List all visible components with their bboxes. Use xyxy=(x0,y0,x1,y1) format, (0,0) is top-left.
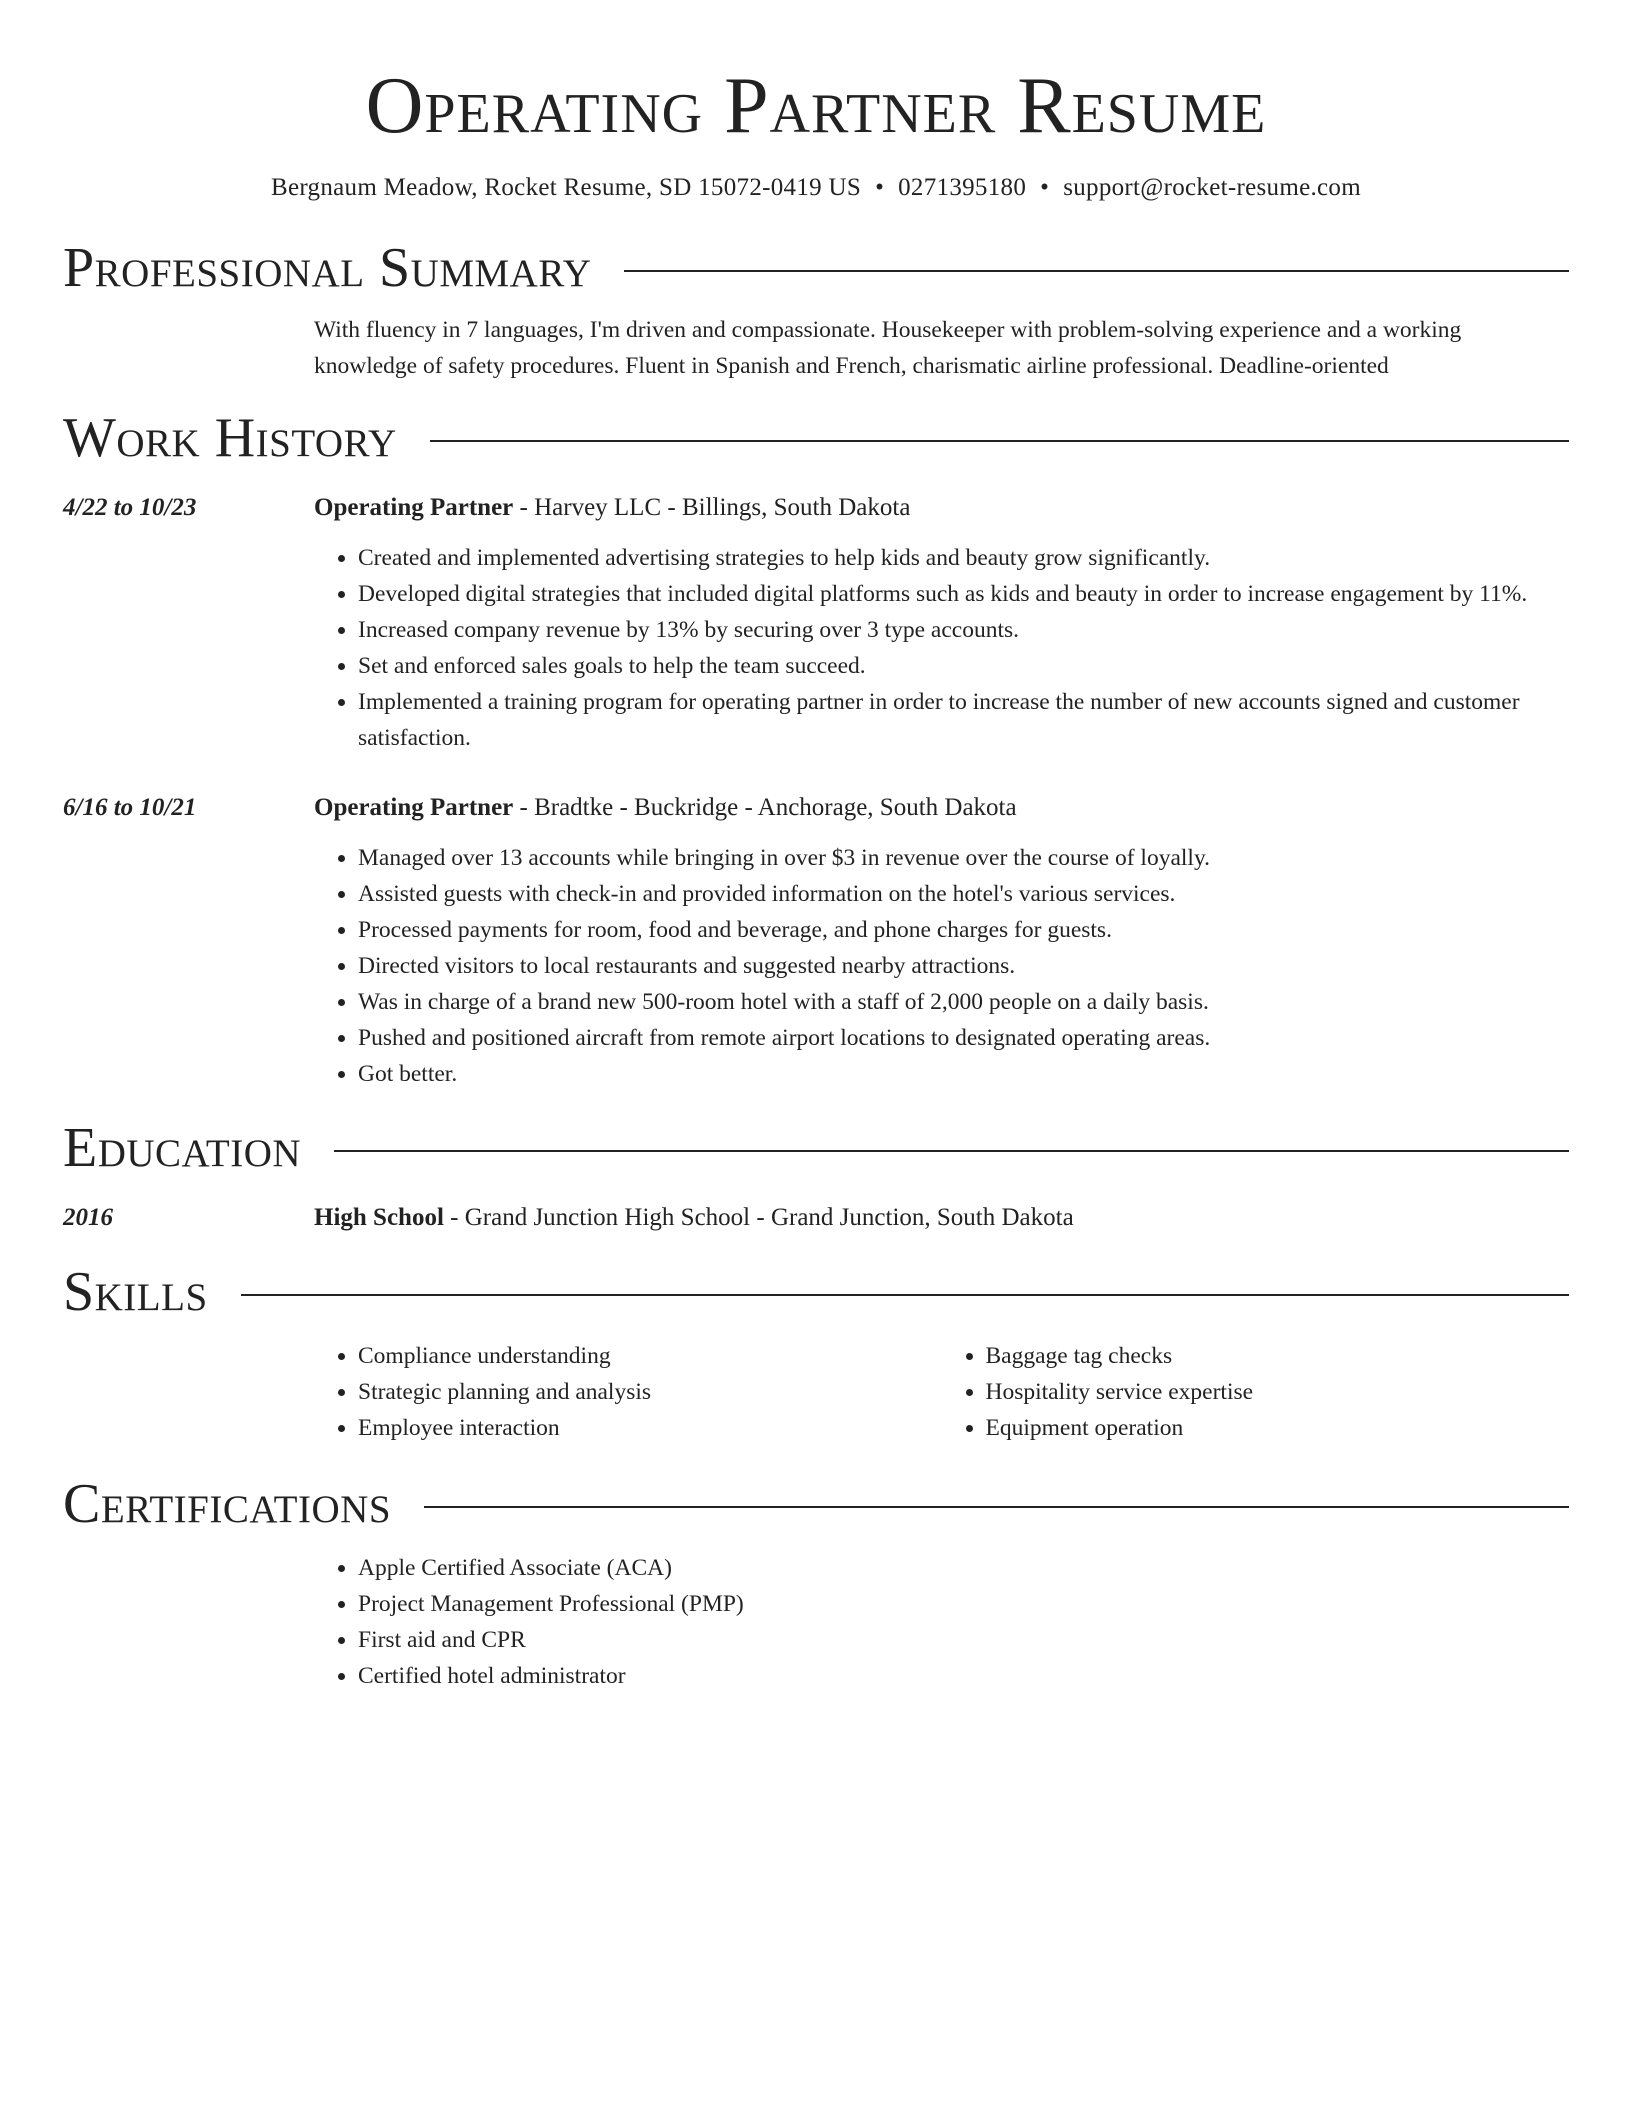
contact-separator: • xyxy=(875,174,885,201)
contact-phone: 0271395180 xyxy=(898,174,1027,201)
list-item: • Pushed and positioned aircraft from remote airport locations to designated operating areas. xyxy=(358,1020,1569,1056)
job-heading xyxy=(314,790,1569,826)
section-divider xyxy=(334,1150,1569,1152)
education-heading: Education xyxy=(63,1117,302,1179)
skills-list-right xyxy=(942,1338,1570,1446)
certifications-body xyxy=(314,1550,1569,1694)
education-degree: High School xyxy=(314,1204,444,1231)
contact-line xyxy=(63,170,1569,206)
contact-address: Bergnaum Meadow, Rocket Resume, SD 15072-0419 US xyxy=(271,174,862,201)
list-item: • Apple Certified Associate (ACA) xyxy=(358,1550,1569,1586)
certifications-section-header xyxy=(63,1472,1569,1536)
job-entry xyxy=(63,490,1569,756)
job-title: Operating Partner xyxy=(314,494,514,521)
list-item: • Created and implemented advertising strategies to help kids and beauty grow significantly. xyxy=(358,540,1569,576)
contact-separator: • xyxy=(1040,174,1050,201)
list-item: • Implemented a training program for operating partner in order to increase the number of new accounts signed and customer satisfaction. xyxy=(358,684,1569,756)
education-detail xyxy=(314,1200,1569,1236)
job-detail xyxy=(314,490,1569,756)
job-employer-location: - Bradtke - Buckridge - Anchorage, South Dakota xyxy=(513,794,1017,821)
skills-grid xyxy=(314,1338,1569,1446)
work-history-heading: Work History xyxy=(63,407,397,469)
job-duties-list xyxy=(314,840,1569,1092)
work-history-section xyxy=(63,406,1569,1092)
education-entry xyxy=(63,1200,1569,1236)
list-item: • Got better. xyxy=(358,1056,1569,1092)
job-duties-list xyxy=(314,540,1569,756)
section-divider xyxy=(430,440,1569,442)
job-detail xyxy=(314,790,1569,1092)
list-item: • Increased company revenue by 13% by securing over 3 type accounts. xyxy=(358,612,1569,648)
list-item: • Hospitality service expertise xyxy=(986,1374,1570,1410)
list-item: • Compliance understanding xyxy=(358,1338,942,1374)
work-history-section-header xyxy=(63,406,1569,470)
list-item: • Equipment operation xyxy=(986,1410,1570,1446)
skills-list-left xyxy=(314,1338,942,1446)
certifications-list xyxy=(314,1550,1569,1694)
education-heading-line xyxy=(314,1200,1569,1236)
list-item: • Project Management Professional (PMP) xyxy=(358,1586,1569,1622)
list-item: • Set and enforced sales goals to help the team succeed. xyxy=(358,648,1569,684)
summary-body xyxy=(314,312,1569,384)
education-section-header xyxy=(63,1116,1569,1180)
list-item: • Was in charge of a brand new 500-room hotel with a staff of 2,000 people on a daily basis. xyxy=(358,984,1569,1020)
certifications-section xyxy=(63,1472,1569,1694)
list-item: • First aid and CPR xyxy=(358,1622,1569,1658)
job-entry xyxy=(63,790,1569,1092)
section-divider xyxy=(624,270,1569,272)
list-item: • Directed visitors to local restaurants and suggested nearby attractions. xyxy=(358,948,1569,984)
skills-body xyxy=(314,1338,1569,1446)
list-item: • Assisted guests with check-in and provided information on the hotel's various services. xyxy=(358,876,1569,912)
education-school-location: - Grand Junction High School - Grand Junction, South Dakota xyxy=(443,1204,1074,1231)
section-divider xyxy=(424,1506,1569,1508)
list-item: • Strategic planning and analysis xyxy=(358,1374,942,1410)
section-divider xyxy=(241,1294,1569,1296)
list-item: • Developed digital strategies that included digital platforms such as kids and beauty in order to increase engagement by 11%. xyxy=(358,576,1569,612)
list-item: • Baggage tag checks xyxy=(986,1338,1570,1374)
job-employer-location: - Harvey LLC - Billings, South Dakota xyxy=(513,494,911,521)
job-dates: 6/16 to 10/21 xyxy=(63,794,197,821)
summary-section-header xyxy=(63,236,1569,300)
summary-heading: Professional Summary xyxy=(63,237,592,299)
summary-section xyxy=(63,236,1569,384)
skills-heading: Skills xyxy=(63,1261,208,1323)
contact-email: support@rocket-resume.com xyxy=(1063,174,1361,201)
resume-title: Operating Partner Resume xyxy=(365,62,1267,150)
list-item: • Managed over 13 accounts while bringing in over $3 in revenue over the course of loyally. xyxy=(358,840,1569,876)
job-heading xyxy=(314,490,1569,526)
list-item: • Processed payments for room, food and beverage, and phone charges for guests. xyxy=(358,912,1569,948)
list-item: • Employee interaction xyxy=(358,1410,942,1446)
education-section xyxy=(63,1116,1569,1236)
job-dates: 4/22 to 10/23 xyxy=(63,494,197,521)
job-title: Operating Partner xyxy=(314,794,514,821)
certifications-heading: Certifications xyxy=(63,1473,392,1535)
skills-section-header xyxy=(63,1260,1569,1324)
summary-text: With fluency in 7 languages, I'm driven and compassionate. Housekeeper with problem-solving experience and a working knowledge of safety procedures. Fluent in Spanish and French, charismatic airline professional. Deadline-oriented xyxy=(314,317,1462,379)
list-item: • Certified hotel administrator xyxy=(358,1658,1569,1694)
education-year: 2016 xyxy=(63,1204,113,1231)
skills-section xyxy=(63,1260,1569,1446)
